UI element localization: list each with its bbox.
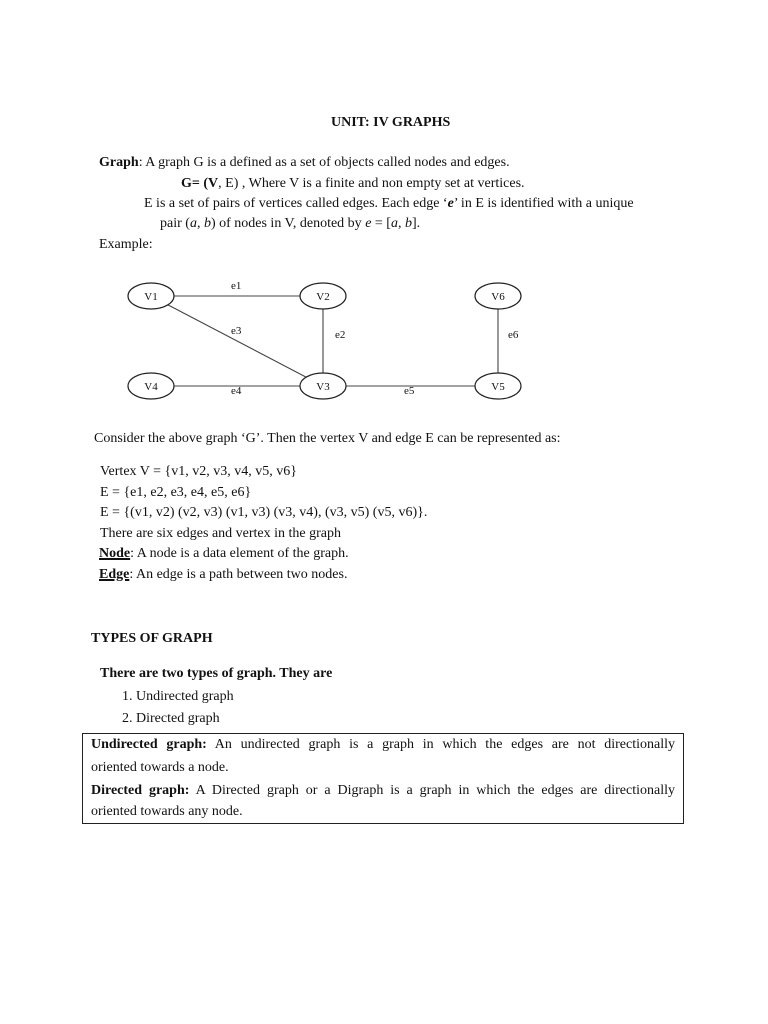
types-intro: There are two types of graph. They are (100, 666, 333, 681)
node-definition-text: : A node is a data element of the graph. (130, 546, 349, 561)
edge-label-e2: e2 (335, 329, 346, 341)
edge-label-e1: e1 (231, 280, 242, 292)
formula-v: V (208, 176, 219, 191)
pair-eq: = [ (371, 216, 391, 231)
list-item-number: 2. (122, 711, 133, 726)
undirected-text: An undirected graph is a graph in which the edges are not directionally (206, 737, 675, 752)
graph-node-v2 (300, 283, 346, 309)
pair-var-b2: b (404, 216, 412, 231)
graph-definition-text: : A graph G is a defined as a set of objects called nodes and edges. (138, 155, 510, 170)
edge-label-e3: e3 (231, 325, 242, 337)
undirected-definition-line1 (91, 737, 675, 753)
pair-comma: , (196, 216, 204, 231)
graph-node-v6 (475, 283, 521, 309)
graph-edge-e3 (151, 296, 323, 386)
pair-var-a: a (189, 216, 197, 231)
node-label: V1 (144, 291, 158, 303)
edge-term: Edge (99, 567, 130, 582)
graph-node-v3 (300, 373, 346, 399)
example-label: Example: (99, 237, 153, 252)
edge-pairs-line: E = {(v1, v2) (v2, v3) (v1, v3) (v3, v4), (v3, v5) (v5, v6)}. (100, 505, 428, 520)
edge-set-line: E = {e1, e2, e3, e4, e5, e6} (100, 485, 252, 500)
pair-var-a2: a (390, 216, 398, 231)
pair-var-b: b (203, 216, 211, 231)
node-label: V5 (491, 381, 505, 393)
node-term: Node (99, 546, 131, 561)
graph-node-v5 (475, 373, 521, 399)
node-label: V4 (144, 381, 158, 393)
edge-count-line: There are six edges and vertex in the graph (100, 526, 342, 541)
graph-term: Graph (99, 155, 139, 170)
edge-def-e: e (447, 196, 454, 211)
pair-text-2: ) of nodes in V, denoted by (210, 216, 366, 231)
pair-var-e: e (365, 216, 372, 231)
types-heading: TYPES OF GRAPH (91, 631, 213, 646)
edge-definition (99, 567, 347, 583)
list-item (122, 711, 220, 727)
node-label: V6 (491, 291, 505, 303)
page-title: UNIT: IV GRAPHS (331, 115, 451, 130)
node-label: V3 (316, 381, 330, 393)
edge-label-e5: e5 (404, 385, 415, 397)
list-item-label: Directed graph (136, 711, 220, 726)
pair-comma2: , (397, 216, 405, 231)
pair-text-1: pair ( (160, 216, 190, 231)
graph-diagram (0, 0, 768, 420)
formula-prefix: G= ( (181, 176, 209, 191)
graph-node-v4 (128, 373, 174, 399)
edge-definition-text: : An edge is a path between two nodes. (129, 567, 348, 582)
list-item-number: 1. (122, 689, 133, 704)
edge-label-e6: e6 (508, 329, 519, 341)
directed-text: A Directed graph or a Digraph is a graph in which the edges are directionally (189, 783, 675, 798)
edge-def-text-a: E is a set of pairs of vertices called edges. Each edge ‘ (144, 196, 448, 211)
edge-def-text-b: ’ in E is identified with a unique (453, 196, 634, 211)
directed-definition-line1 (91, 783, 675, 799)
graph-types-definition-box (82, 733, 684, 824)
vertex-set-line: Vertex V = {v1, v2, v3, v4, v5, v6} (100, 464, 297, 479)
edge-label-e4: e4 (231, 385, 242, 397)
directed-definition-line2: oriented towards any node. (91, 804, 243, 819)
pair-end: ]. (411, 216, 421, 231)
undirected-term: Undirected graph: (91, 737, 207, 752)
directed-term: Directed graph: (91, 783, 190, 798)
node-label: V2 (316, 291, 330, 303)
formula-rest: , E) , Where V is a finite and non empty set at vertices. (218, 176, 525, 191)
list-item-label: Undirected graph (136, 689, 234, 704)
graph-node-v1 (128, 283, 174, 309)
representation-intro: Consider the above graph ‘G’. Then the vertex V and edge E can be represented as: (94, 431, 561, 446)
list-item (122, 689, 234, 705)
undirected-definition-line2: oriented towards a node. (91, 760, 229, 775)
node-definition (99, 546, 349, 562)
